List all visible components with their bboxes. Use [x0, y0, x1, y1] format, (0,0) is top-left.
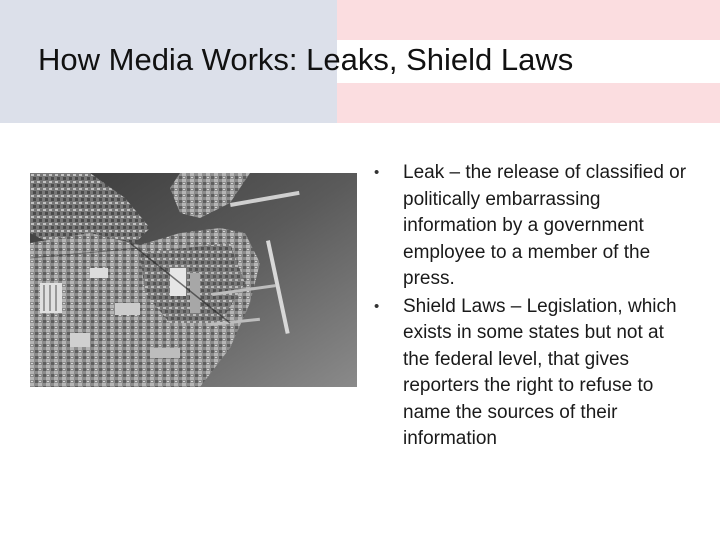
bullet-shield-laws — [374, 294, 694, 453]
slide-title: How Media Works: Leaks, Shield Laws — [38, 42, 574, 77]
bullet-text: – Legislation, which exists in some states but not at the federal level, that gives reporters the right to refuse to name the sources of their information — [403, 295, 677, 449]
header-band-pink-bottom — [337, 83, 720, 123]
bullet-term: Shield Laws — [403, 295, 506, 317]
bullet-dot: • — [374, 164, 380, 181]
bullet-list — [374, 160, 694, 454]
header-band-pink-top — [337, 0, 720, 40]
aerial-harbor-photo — [30, 173, 357, 387]
bullet-term: Leak — [403, 162, 445, 183]
bullet-text: – the release of classified or politically embarrassing information by a government employee to a member of the press. — [403, 162, 687, 289]
bullet-leak — [374, 160, 694, 293]
bullet-dot: • — [374, 297, 380, 315]
